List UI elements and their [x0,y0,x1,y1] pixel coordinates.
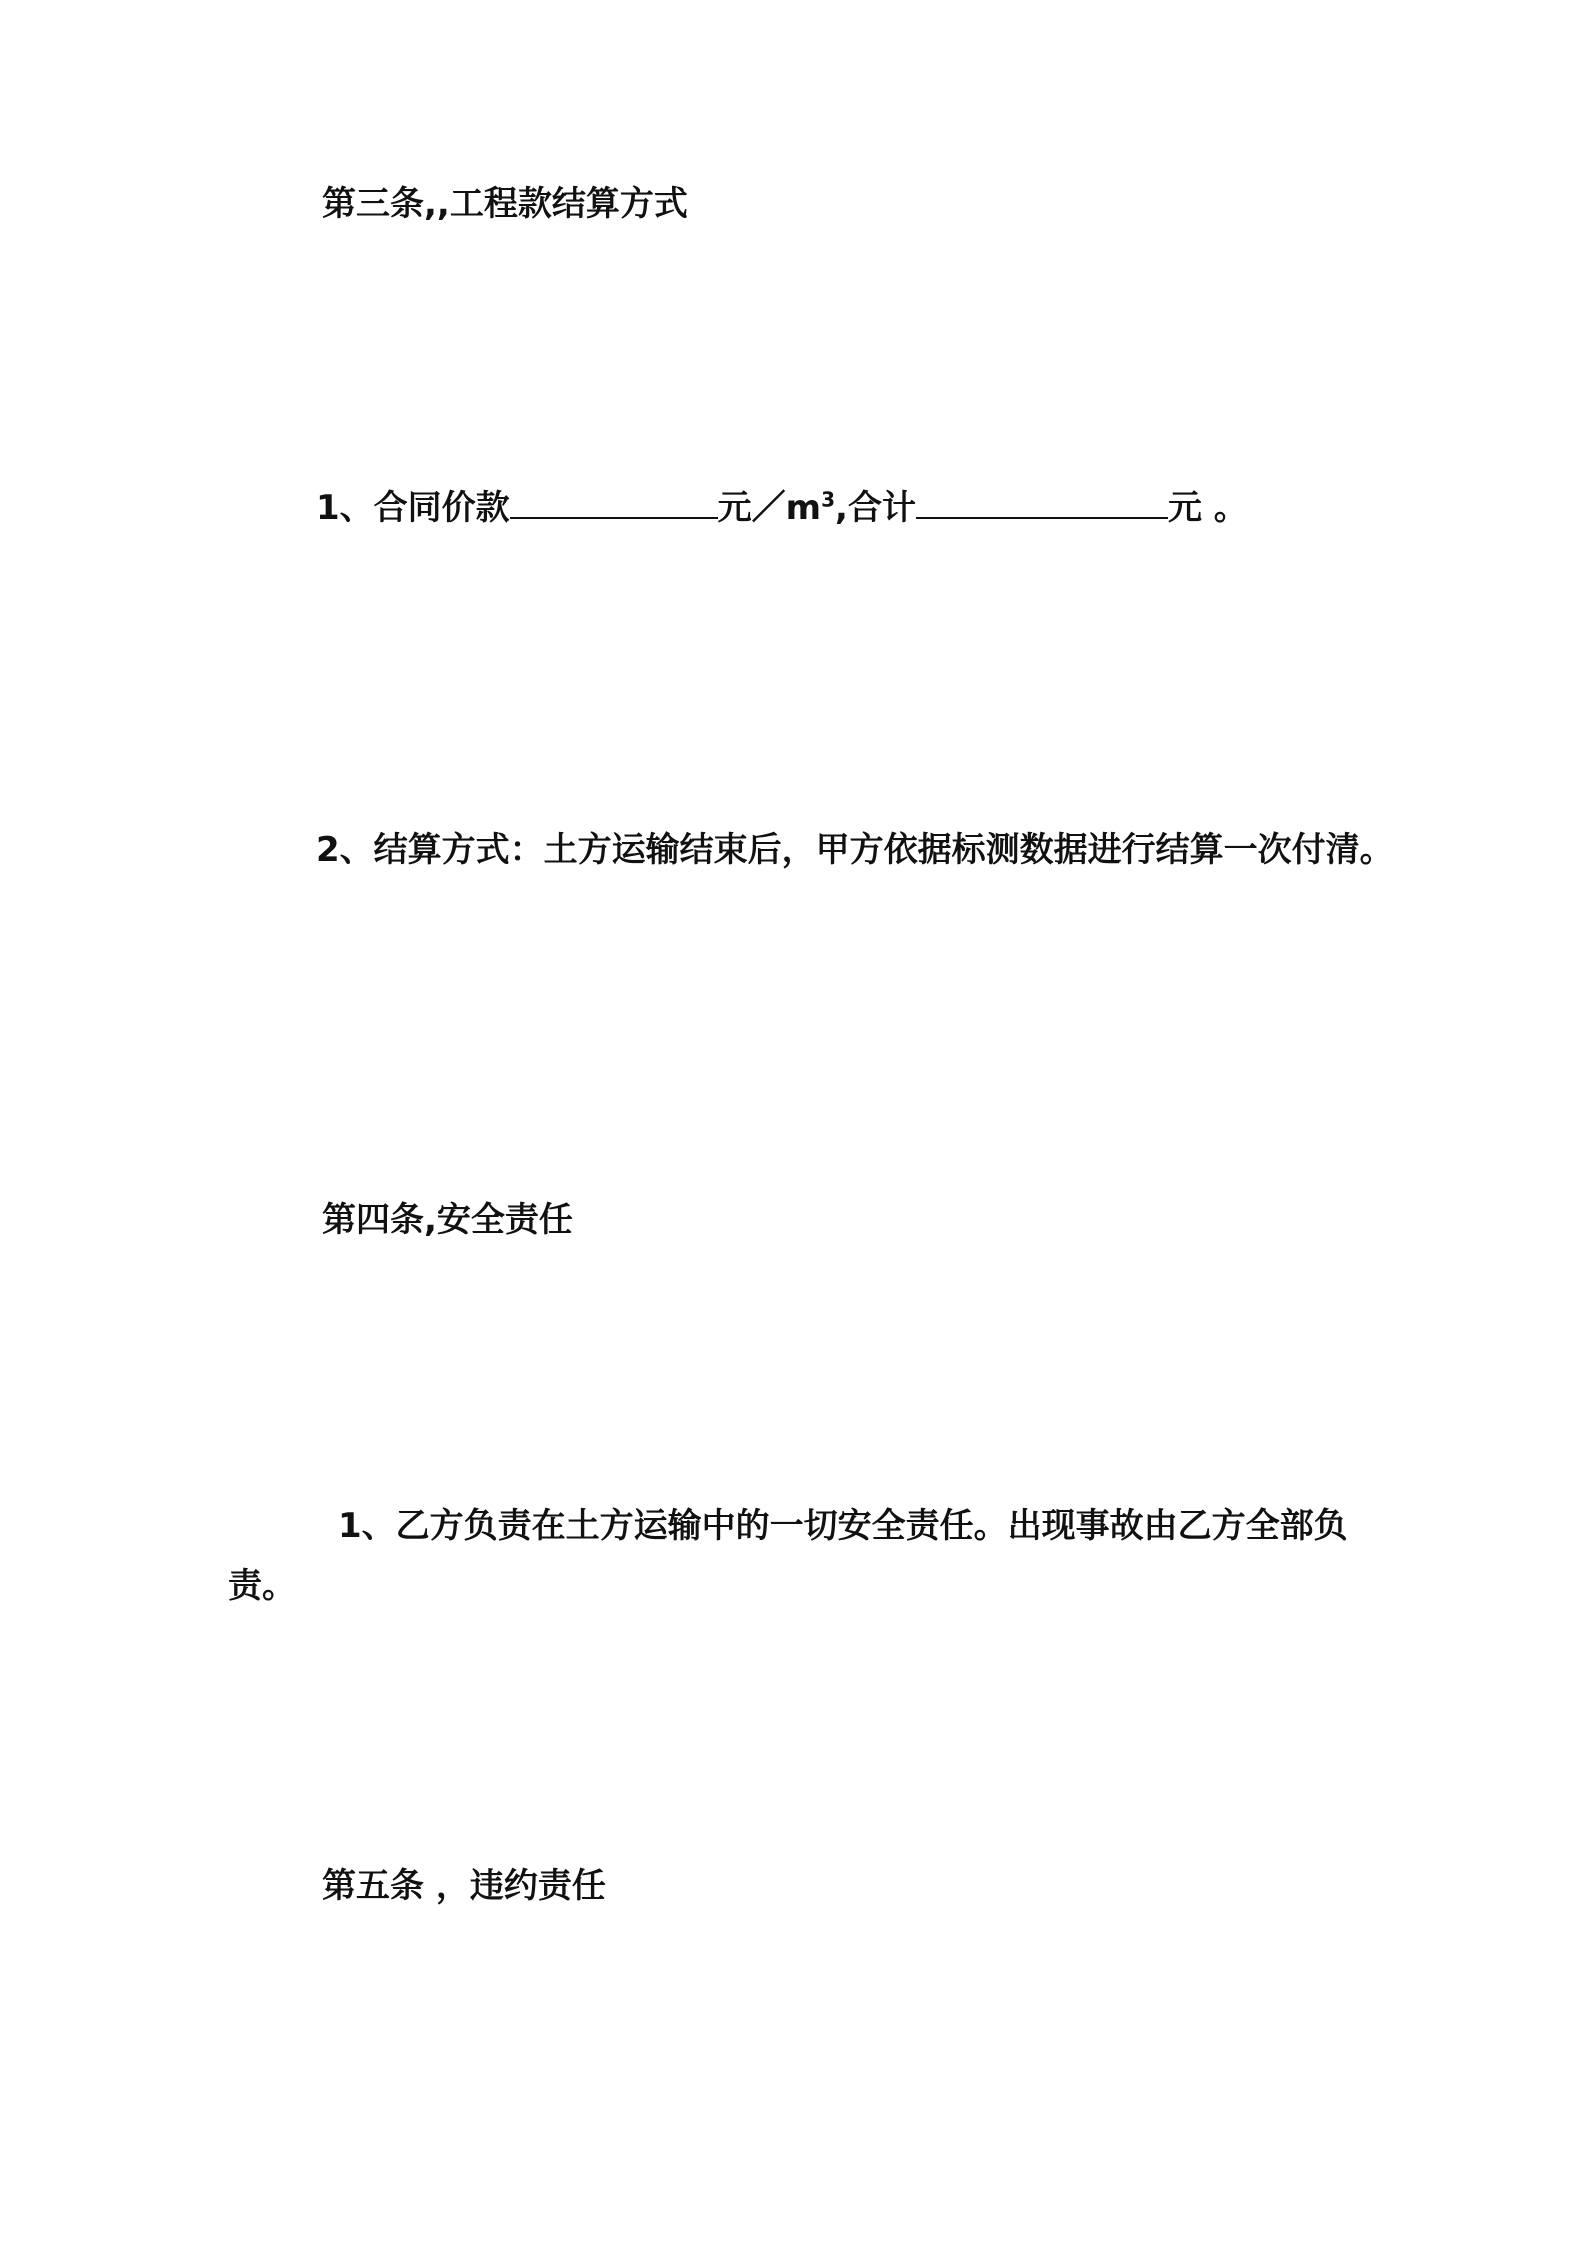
article-3-item-2 [228,820,1408,880]
safety-responsibility-text: 1、乙方负责在土方运输中的一切安全责任。出现事故由乙方全部负责。 [228,1506,1348,1606]
article-5-heading: 第五条 ，违约责任 [322,1866,606,1906]
cubic-superscript: 3 [821,487,836,512]
article-3-item-1 [316,484,1248,532]
article-4-heading: 第四条,安全责任 [322,1200,573,1240]
total-amount-blank[interactable] [916,487,1168,519]
settlement-method-text: 2、结算方式：土方运输结束后，甲方依据标测数据进行结算一次付清。 [316,830,1394,870]
total-suffix: 元 。 [1167,488,1248,528]
unit-price-suffix: 元／m [717,488,822,528]
total-label: ,合计 [835,488,916,528]
unit-price-blank[interactable] [510,487,718,519]
article-3-heading: 第三条,,工程款结算方式 [322,184,688,224]
contract-price-label: 1、合同价款 [316,488,510,528]
article-4-item-1 [228,1496,1408,1616]
